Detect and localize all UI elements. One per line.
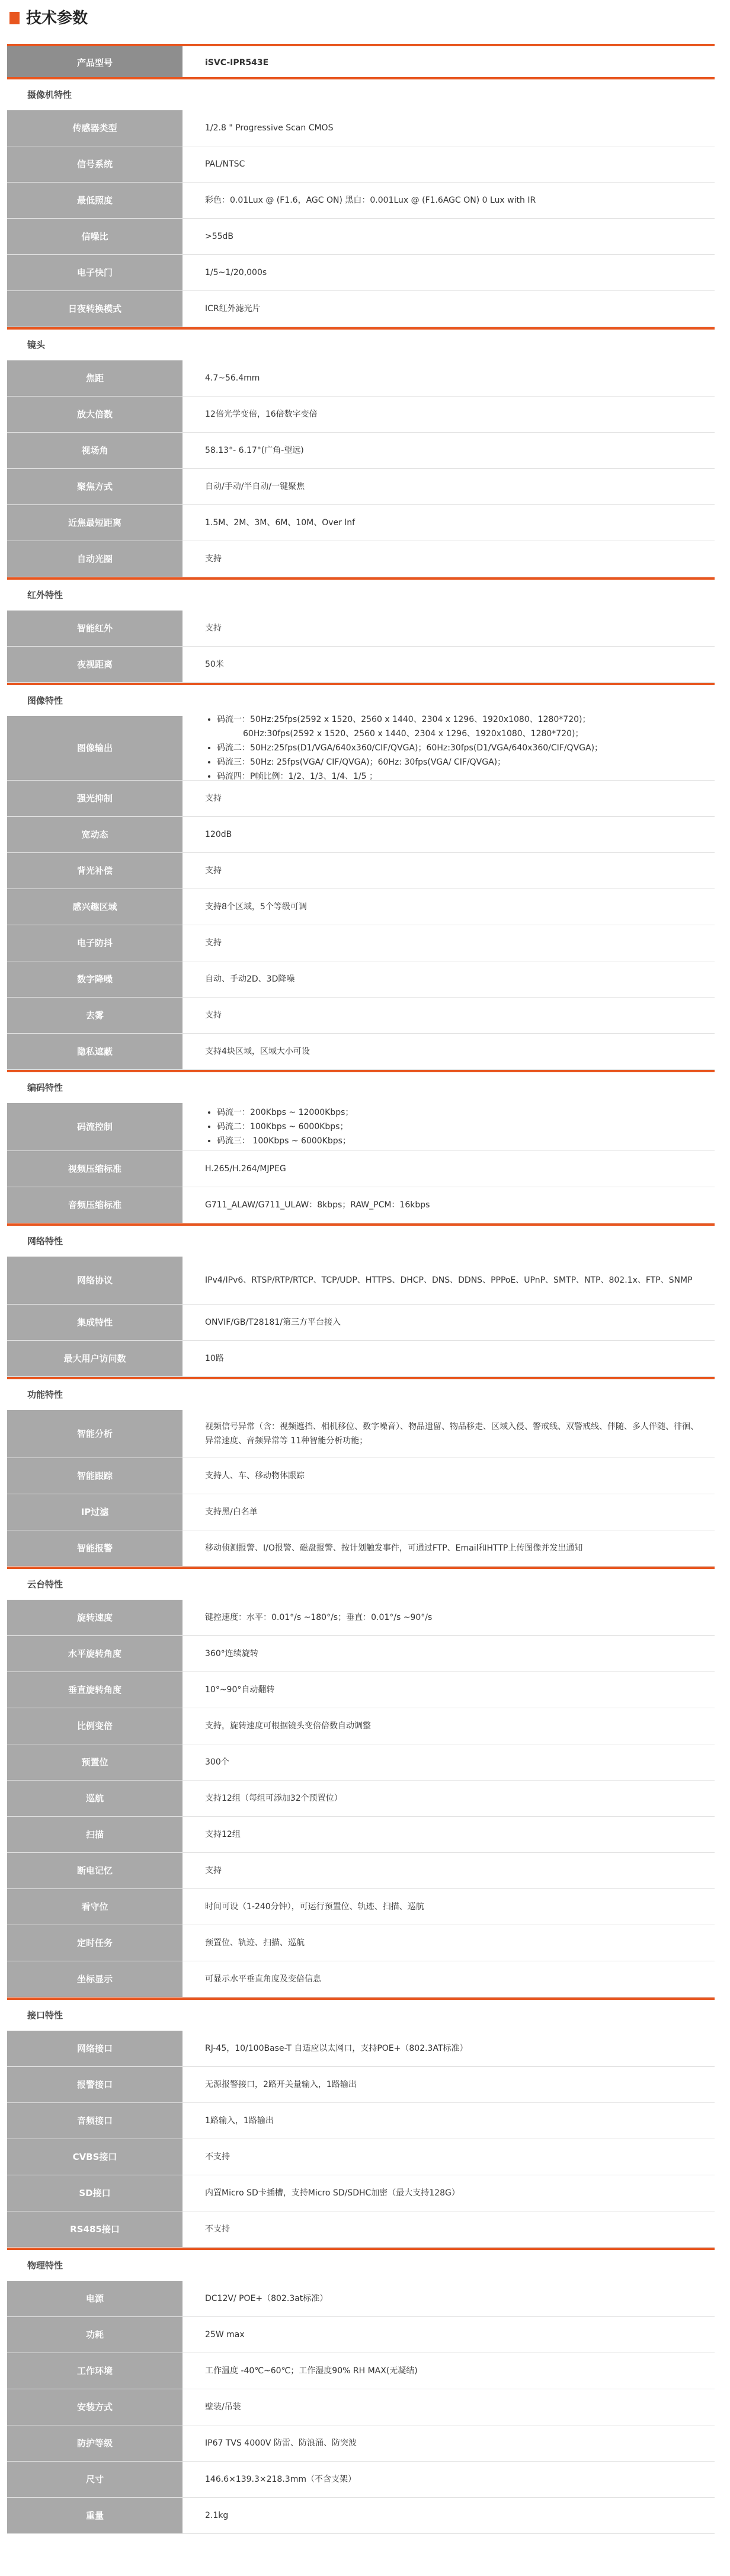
spec-value-text: 可显示水平垂直角度及变倍信息 bbox=[205, 1974, 321, 1984]
spec-label: 自动光圈 bbox=[7, 541, 182, 577]
spec-row bbox=[7, 1103, 715, 1151]
spec-label: 扫描 bbox=[7, 1817, 182, 1852]
section-header bbox=[7, 1997, 715, 2031]
spec-label: 预置位 bbox=[7, 1744, 182, 1780]
spec-value bbox=[205, 146, 705, 182]
spec-bullet-item: • 码流一：200Kbps ~ 12000Kbps； bbox=[217, 1105, 353, 1120]
spec-row bbox=[7, 255, 715, 291]
section-header bbox=[7, 1567, 715, 1600]
spec-value-text: 1.5M、2M、3M、6M、10M、Over lnf bbox=[205, 518, 356, 528]
spec-value bbox=[205, 1257, 705, 1304]
spec-value bbox=[205, 1034, 705, 1069]
spec-value-text: 彩色：0.01Lux @ (F1.6，AGC ON) 黑白：0.001Lux @ (F1.6AGC ON) 0 Lux with IR bbox=[205, 196, 536, 205]
spec-row bbox=[7, 2389, 715, 2425]
spec-label: 图像输出 bbox=[7, 716, 182, 780]
spec-label: 最低照度 bbox=[7, 183, 182, 218]
spec-value bbox=[205, 1103, 705, 1150]
spec-row bbox=[7, 541, 715, 577]
section-title: 接口特性 bbox=[27, 2010, 63, 2021]
section-title: 物理特性 bbox=[27, 2260, 63, 2271]
spec-label: 焦距 bbox=[7, 360, 182, 396]
spec-value bbox=[205, 925, 705, 961]
spec-value bbox=[205, 433, 705, 468]
spec-value-text: 壁装/吊装 bbox=[205, 2402, 241, 2412]
spec-value-text: 支持 bbox=[205, 1866, 222, 1875]
spec-value-text: 自动、手动2D、3D降噪 bbox=[205, 974, 295, 984]
spec-row bbox=[7, 1817, 715, 1853]
spec-value-text: 支持12组 bbox=[205, 1830, 241, 1839]
spec-value-text: 预置位、轨迹、扫描、巡航 bbox=[205, 1938, 305, 1948]
spec-label: 近焦最短距离 bbox=[7, 505, 182, 541]
spec-row bbox=[7, 1034, 715, 1070]
spec-value bbox=[205, 961, 705, 997]
spec-row bbox=[7, 1494, 715, 1530]
spec-value bbox=[205, 1151, 705, 1187]
spec-label: 背光补偿 bbox=[7, 853, 182, 889]
spec-row bbox=[7, 1151, 715, 1187]
spec-label: SD接口 bbox=[7, 2175, 182, 2211]
spec-label: 垂直旋转角度 bbox=[7, 1672, 182, 1708]
section-header bbox=[7, 577, 715, 611]
spec-label: 定时任务 bbox=[7, 1925, 182, 1961]
spec-value-text: 支持4块区域，区域大小可设 bbox=[205, 1047, 310, 1056]
spec-label: 电子快门 bbox=[7, 255, 182, 290]
spec-value-text: 支持 bbox=[205, 794, 222, 803]
spec-bullet-item: 60Hz:30fps(2592 x 1520、2560 x 1440、2304 x 1296、1920x1080、1280*720)； bbox=[243, 729, 584, 739]
spec-value-text: 360°连续旋转 bbox=[205, 1649, 258, 1658]
spec-label: 传感器类型 bbox=[7, 110, 182, 146]
spec-row bbox=[7, 183, 715, 219]
spec-label: 强光抑制 bbox=[7, 781, 182, 816]
spec-value-text: 支持 bbox=[205, 866, 222, 875]
spec-bullet-item: • 码流二：100Kbps ~ 6000Kbps； bbox=[217, 1120, 353, 1134]
spec-label: 断电记忆 bbox=[7, 1853, 182, 1888]
spec-row bbox=[7, 1530, 715, 1567]
spec-row bbox=[7, 2281, 715, 2317]
spec-label: 夜视距离 bbox=[7, 647, 182, 682]
section-header bbox=[7, 77, 715, 110]
spec-value-text: 58.13°- 6.17°(广角-望远) bbox=[205, 446, 304, 455]
spec-value-text: 120dB bbox=[205, 830, 232, 839]
spec-row bbox=[7, 1672, 715, 1708]
spec-value-text: 300个 bbox=[205, 1757, 229, 1767]
spec-value bbox=[205, 1341, 705, 1376]
spec-value-text: H.265/H.264/MJPEG bbox=[205, 1164, 286, 1174]
spec-label: 日夜转换模式 bbox=[7, 291, 182, 327]
spec-row bbox=[7, 2462, 715, 2498]
spec-value bbox=[205, 1708, 705, 1744]
spec-row bbox=[7, 716, 715, 781]
spec-label: 网络协议 bbox=[7, 1257, 182, 1304]
spec-label: 尺寸 bbox=[7, 2462, 182, 2497]
spec-value-text: 时间可设（1-240分钟），可运行预置位、轨迹、扫描、巡航 bbox=[205, 1902, 424, 1912]
spec-bullet-item: • 码流二：50Hz:25fps(D1/VGA/640x360/CIF/QVGA)；60Hz:30fps(D1/VGA/640x360/CIF/QVGA)； bbox=[217, 741, 603, 755]
spec-row bbox=[7, 505, 715, 541]
spec-value bbox=[205, 2462, 705, 2497]
spec-label: 最大用户访问数 bbox=[7, 1341, 182, 1376]
spec-value bbox=[205, 611, 705, 646]
spec-value-text: 4.7~56.4mm bbox=[205, 373, 260, 383]
spec-value bbox=[205, 2139, 705, 2175]
spec-row bbox=[7, 2139, 715, 2175]
spec-row bbox=[7, 1961, 715, 1997]
spec-value-text: 不支持 bbox=[205, 2152, 230, 2162]
spec-label: 安装方式 bbox=[7, 2389, 182, 2425]
spec-value bbox=[205, 781, 705, 816]
spec-value bbox=[205, 998, 705, 1033]
spec-value-text: 支持 bbox=[205, 554, 222, 564]
spec-value-text: ICR红外滤光片 bbox=[205, 304, 261, 314]
spec-value-text: 支持人、车、移动物体跟踪 bbox=[205, 1471, 305, 1481]
spec-value bbox=[205, 2211, 705, 2247]
section-header bbox=[7, 327, 715, 360]
spec-row bbox=[7, 1187, 715, 1223]
spec-bullet-list bbox=[205, 1105, 353, 1148]
spec-row bbox=[7, 2175, 715, 2211]
spec-label: 报警接口 bbox=[7, 2067, 182, 2102]
spec-label: 聚焦方式 bbox=[7, 469, 182, 504]
spec-label: 集成特性 bbox=[7, 1305, 182, 1340]
spec-value bbox=[205, 889, 705, 925]
spec-label: 信号系统 bbox=[7, 146, 182, 182]
spec-label: 码流控制 bbox=[7, 1103, 182, 1150]
spec-row bbox=[7, 2353, 715, 2389]
spec-label: 坐标显示 bbox=[7, 1961, 182, 1997]
spec-label: 网络接口 bbox=[7, 2031, 182, 2066]
spec-value-text: 内置Micro SD卡插槽，支持Micro SD/SDHC加密（最大支持128G） bbox=[205, 2188, 460, 2198]
spec-value-text: PAL/NTSC bbox=[205, 159, 245, 169]
spec-value bbox=[205, 1494, 705, 1530]
spec-row bbox=[7, 1458, 715, 1494]
spec-row bbox=[7, 611, 715, 647]
spec-row bbox=[7, 961, 715, 998]
section-title: 功能特性 bbox=[27, 1389, 63, 1400]
spec-value bbox=[205, 2067, 705, 2102]
spec-value bbox=[205, 1410, 705, 1458]
spec-label: 工作环境 bbox=[7, 2353, 182, 2389]
spec-bullet-item: • 码流一：50Hz:25fps(2592 x 1520、2560 x 1440、2304 x 1296、1920x1080、1280*720)； bbox=[217, 712, 603, 727]
spec-value-text: 146.6×139.3×218.3mm（不含支架） bbox=[205, 2475, 356, 2484]
spec-value-text: 支持，旋转速度可根据镜头变倍倍数自动调整 bbox=[205, 1721, 371, 1731]
spec-value bbox=[205, 1636, 705, 1671]
section-title: 摄像机特性 bbox=[27, 90, 72, 100]
spec-value bbox=[205, 1961, 705, 1997]
spec-value-text: 支持 bbox=[205, 938, 222, 948]
spec-value-text: 支持 bbox=[205, 1011, 222, 1020]
spec-value-text: 移动侦测报警、I/O报警、磁盘报警、按计划触发事件，可通过FTP、Email和HTTP上传图像并发出通知 bbox=[205, 1543, 583, 1553]
spec-value bbox=[205, 1530, 705, 1566]
spec-value-text: 10°~90°自动翻转 bbox=[205, 1685, 275, 1695]
spec-value bbox=[205, 291, 705, 327]
spec-value-text: 25W max bbox=[205, 2330, 245, 2340]
spec-bullet-list bbox=[205, 712, 603, 784]
spec-value-text: 10路 bbox=[205, 1354, 224, 1363]
spec-row bbox=[7, 1257, 715, 1305]
section-title: 网络特性 bbox=[27, 1236, 63, 1247]
spec-value bbox=[205, 1889, 705, 1925]
spec-value-text: RJ-45，10/100Base-T 自适应以太网口，支持POE+（802.3AT标准） bbox=[205, 2044, 468, 2053]
spec-row bbox=[7, 469, 715, 505]
spec-value bbox=[205, 397, 705, 432]
spec-value-text: 12倍光学变倍，16倍数字变倍 bbox=[205, 410, 318, 419]
spec-row bbox=[7, 2067, 715, 2103]
spec-value bbox=[205, 2389, 705, 2425]
spec-value bbox=[205, 505, 705, 541]
spec-value-text: IP67 TVS 4000V 防雷、防浪涌、防突波 bbox=[205, 2438, 357, 2448]
page-title: 技术参数 bbox=[26, 9, 88, 27]
spec-row bbox=[7, 647, 715, 683]
spec-bullet-item: • 码流四：P帧比例：1/2、1/3、1/4、1/5 ； bbox=[217, 769, 603, 784]
spec-value-text: 视频信号异常（含：视频遮挡、相机移位、数字噪音）、物品遗留、物品移走、区域入侵、警戒线、双警戒线、伴随、多人伴随、徘徊、异常速度、音频异常等 11种智能分析功能； bbox=[205, 1422, 699, 1446]
spec-value-text: >55dB bbox=[205, 232, 234, 241]
spec-label: 视场角 bbox=[7, 433, 182, 468]
spec-value bbox=[205, 1925, 705, 1961]
spec-value bbox=[205, 2031, 705, 2066]
spec-value bbox=[205, 541, 705, 577]
spec-label: 隐私遮蔽 bbox=[7, 1034, 182, 1069]
section-title: 红外特性 bbox=[27, 590, 63, 600]
spec-label: 音频接口 bbox=[7, 2103, 182, 2139]
spec-value bbox=[205, 1744, 705, 1780]
spec-value bbox=[205, 469, 705, 504]
spec-row bbox=[7, 219, 715, 255]
spec-label: 智能红外 bbox=[7, 611, 182, 646]
spec-value-text: 2.1kg bbox=[205, 2511, 229, 2520]
spec-label: 功耗 bbox=[7, 2317, 182, 2353]
spec-value-text: 键控速度：水平：0.01°/s ~180°/s；垂直：0.01°/s ~90°/s bbox=[205, 1613, 433, 1622]
spec-value bbox=[205, 183, 705, 218]
spec-row bbox=[7, 110, 715, 146]
spec-row bbox=[7, 889, 715, 925]
section-title: 图像特性 bbox=[27, 695, 63, 706]
spec-label: 智能分析 bbox=[7, 1410, 182, 1458]
spec-label: 看守位 bbox=[7, 1889, 182, 1925]
spec-value-text: 无源报警接口，2路开关量输入，1路输出 bbox=[205, 2080, 357, 2089]
spec-row bbox=[7, 291, 715, 327]
spec-value bbox=[205, 817, 705, 852]
spec-row bbox=[7, 1889, 715, 1925]
spec-row bbox=[7, 2317, 715, 2353]
spec-row bbox=[7, 1781, 715, 1817]
spec-bullet-item: • 码流三：50Hz: 25fps(VGA/ CIF/QVGA)；60Hz: 30fps(VGA/ CIF/QVGA)； bbox=[217, 755, 603, 769]
spec-value-text: 支持8个区域，5个等级可调 bbox=[205, 902, 307, 912]
spec-row bbox=[7, 853, 715, 889]
spec-row bbox=[7, 2425, 715, 2462]
spec-label: 信噪比 bbox=[7, 219, 182, 254]
spec-label: 视频压缩标准 bbox=[7, 1151, 182, 1187]
model-row bbox=[7, 44, 715, 77]
spec-value-text: DC12V/ POE+（802.3at标准） bbox=[205, 2294, 328, 2303]
spec-row bbox=[7, 1925, 715, 1961]
spec-value-text: 50米 bbox=[205, 660, 224, 669]
spec-label: 巡航 bbox=[7, 1781, 182, 1816]
spec-value-text: 支持12组（每组可添加32个预置位） bbox=[205, 1794, 342, 1803]
section-header bbox=[7, 1070, 715, 1103]
spec-value bbox=[205, 2175, 705, 2211]
spec-value bbox=[205, 1600, 705, 1635]
spec-row bbox=[7, 1341, 715, 1377]
spec-label: 去雾 bbox=[7, 998, 182, 1033]
spec-value bbox=[205, 360, 705, 396]
spec-label: 宽动态 bbox=[7, 817, 182, 852]
spec-label: 旋转速度 bbox=[7, 1600, 182, 1635]
spec-label: IP过滤 bbox=[7, 1494, 182, 1530]
spec-value bbox=[205, 1305, 705, 1340]
spec-row bbox=[7, 433, 715, 469]
spec-row bbox=[7, 817, 715, 853]
spec-value bbox=[205, 2317, 705, 2353]
spec-row bbox=[7, 781, 715, 817]
spec-value-text: 1/2.8 " Progressive Scan CMOS bbox=[205, 123, 334, 133]
spec-row bbox=[7, 397, 715, 433]
section-header bbox=[7, 1223, 715, 1257]
spec-value-text: 工作温度 -40℃~60℃；工作湿度90% RH MAX(无凝结) bbox=[205, 2366, 418, 2376]
spec-value bbox=[205, 1853, 705, 1888]
spec-row bbox=[7, 1600, 715, 1636]
spec-label: 重量 bbox=[7, 2498, 182, 2533]
spec-label: 智能报警 bbox=[7, 1530, 182, 1566]
spec-row bbox=[7, 1636, 715, 1672]
spec-row bbox=[7, 360, 715, 397]
spec-value bbox=[205, 1817, 705, 1852]
section-header bbox=[7, 2248, 715, 2281]
spec-value-text: 1/5~1/20,000s bbox=[205, 268, 267, 277]
spec-label: 水平旋转角度 bbox=[7, 1636, 182, 1671]
spec-value bbox=[205, 2353, 705, 2389]
spec-value bbox=[205, 255, 705, 290]
spec-row bbox=[7, 998, 715, 1034]
spec-value bbox=[205, 647, 705, 682]
spec-value bbox=[205, 716, 705, 780]
spec-value-text: 1路输入，1路输出 bbox=[205, 2116, 274, 2126]
spec-label: RS485接口 bbox=[7, 2211, 182, 2247]
spec-value bbox=[205, 1458, 705, 1494]
spec-table bbox=[7, 44, 715, 2534]
spec-value-text: ONVIF/GB/T28181/第三方平台接入 bbox=[205, 1318, 341, 1327]
section-header bbox=[7, 683, 715, 716]
spec-value-text: G711_ALAW/G711_ULAW：8kbps；RAW_PCM：16kbps bbox=[205, 1200, 430, 1210]
spec-value bbox=[205, 1781, 705, 1816]
spec-value bbox=[205, 110, 705, 146]
model-label: 产品型号 bbox=[7, 46, 182, 79]
spec-value bbox=[205, 1187, 705, 1223]
spec-value-text: 支持黑/白名单 bbox=[205, 1507, 258, 1517]
spec-value bbox=[205, 2425, 705, 2461]
page-header bbox=[0, 0, 730, 37]
spec-label: 放大倍数 bbox=[7, 397, 182, 432]
spec-label: 感兴趣区域 bbox=[7, 889, 182, 925]
spec-label: 音频压缩标准 bbox=[7, 1187, 182, 1223]
spec-row bbox=[7, 1305, 715, 1341]
spec-row bbox=[7, 146, 715, 183]
spec-label: 电源 bbox=[7, 2281, 182, 2316]
section-header bbox=[7, 1377, 715, 1410]
spec-label: 数字降噪 bbox=[7, 961, 182, 997]
spec-row bbox=[7, 1410, 715, 1458]
spec-value-text: 自动/手动/半自动/一键聚焦 bbox=[205, 482, 305, 491]
spec-row bbox=[7, 1853, 715, 1889]
spec-label: 比例变倍 bbox=[7, 1708, 182, 1744]
title-accent-square bbox=[9, 12, 20, 24]
spec-row bbox=[7, 2103, 715, 2139]
spec-value-text: 支持 bbox=[205, 624, 222, 633]
spec-row bbox=[7, 1744, 715, 1781]
spec-row bbox=[7, 2211, 715, 2248]
spec-bullet-item: • 码流三： 100Kbps ~ 6000Kbps； bbox=[217, 1134, 353, 1148]
spec-row bbox=[7, 2031, 715, 2067]
spec-row bbox=[7, 2498, 715, 2534]
spec-label: CVBS接口 bbox=[7, 2139, 182, 2175]
spec-label: 电子防抖 bbox=[7, 925, 182, 961]
spec-value bbox=[205, 2281, 705, 2316]
spec-label: 防护等级 bbox=[7, 2425, 182, 2461]
spec-value-text: IPv4/IPv6、RTSP/RTP/RTCP、TCP/UDP、HTTPS、DHCP、DNS、DDNS、PPPoE、UPnP、SMTP、NTP、802.1x、FTP、SNMP bbox=[205, 1276, 693, 1285]
section-title: 编码特性 bbox=[27, 1082, 63, 1093]
spec-value-text: 不支持 bbox=[205, 2225, 230, 2234]
spec-value bbox=[205, 2103, 705, 2139]
spec-value bbox=[205, 2498, 705, 2533]
model-value: iSVC-IPR543E bbox=[205, 58, 269, 68]
spec-row bbox=[7, 1708, 715, 1744]
spec-value bbox=[205, 853, 705, 889]
spec-label: 智能跟踪 bbox=[7, 1458, 182, 1494]
spec-row bbox=[7, 925, 715, 961]
spec-value bbox=[205, 219, 705, 254]
spec-value bbox=[205, 1672, 705, 1708]
section-title: 镜头 bbox=[27, 340, 46, 350]
section-title: 云台特性 bbox=[27, 1579, 63, 1590]
